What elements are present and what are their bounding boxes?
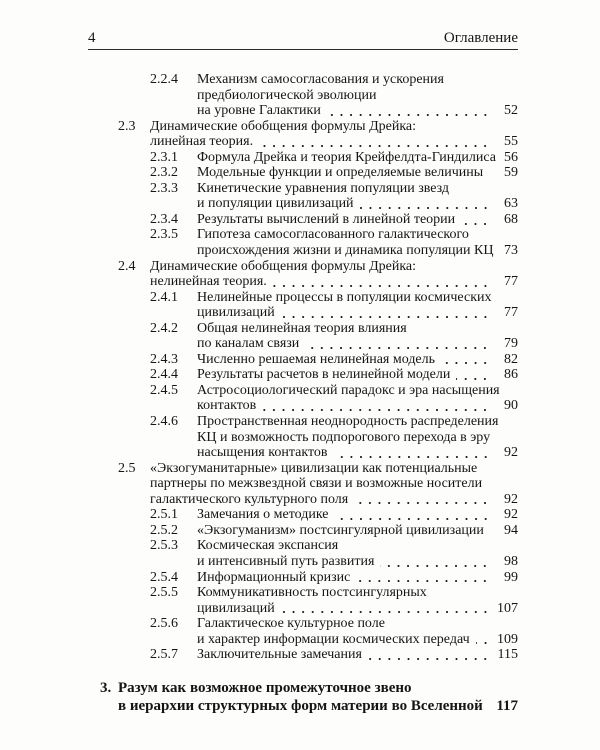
entry-title-line: КЦ и возможность подпорогового перехода в эру [197,429,491,445]
entry-title-line: и популяции цивилизаций [197,196,354,212]
entry-title-line: галактического культурного поля [150,491,349,507]
entry-number: 2.4.6 [150,414,178,430]
page-number: 98 [504,553,518,569]
toc-section-2-5 [88,461,518,508]
entry-title-line: Численно решаемая нелинейная модель [197,351,436,367]
entry-number: 2.5.6 [150,616,178,632]
entry-title-line: Кинетические уравнения популяции звезд [197,180,450,196]
dot-leader [461,212,490,228]
dot-leader [305,336,490,352]
entry-number: 2.5.7 [150,647,178,663]
header-title: Оглавление [443,30,518,46]
dot-leader [476,632,490,648]
entry-title-line: партнеры по межзвездной связи и возможные носители [150,476,483,492]
toc-subsection-2-5-3 [88,538,518,569]
entry-number: 2.3.5 [150,227,178,243]
entry-number: 2.5.5 [150,585,178,601]
toc-section-2-3 [88,119,518,150]
entry-title-line: контактов [197,398,257,414]
dot-leader [259,134,490,150]
entry-title-line: Галактическое культурное поле [197,616,385,632]
toc-chapter-3 [88,679,518,715]
toc-subsection-2-3-4 [88,212,518,228]
toc-subsection-2-5-6 [88,616,518,647]
page-number: 77 [504,305,518,321]
toc-subsection-2-2-4 [88,72,518,119]
entry-title-line: Космическая экспансия [197,538,339,554]
entry-title-line: и характер информации космических передач [197,631,470,647]
entry-number: 2.3.2 [150,165,178,181]
entry-title-line: Нелинейные процессы в популяции космических [197,289,492,305]
entry-title-line: Модельные функции и определяемые величины [197,165,484,181]
entry-number: 2.5.1 [150,507,178,523]
chapter-title-line: Разум как возможное промежуточное звено [118,680,412,696]
toc-subsection-2-4-5 [88,383,518,414]
entry-title-line: насыщения контактов [197,445,328,461]
page-number: 68 [504,211,518,227]
dot-leader [335,507,490,523]
dot-leader [327,103,490,119]
page-number: 109 [497,631,518,647]
entry-title-line: предбиологической эволюции [197,87,377,103]
entry-number: 2.4.1 [150,289,178,305]
entry-title-line: Коммуникативность постсингулярных [197,585,427,601]
page-number: 107 [497,600,518,616]
toc-subsection-2-3-5 [88,227,518,258]
entry-title-line: Информационный кризис [197,569,351,585]
toc-subsection-2-4-3 [88,352,518,368]
chapter-title-line: в иерархии структурных форм материи во Вселенной [118,698,483,714]
page-number: 90 [504,398,518,414]
entry-number: 2.3 [118,118,136,134]
entry-number: 2.2.4 [150,72,178,87]
entry-number: 2.3.4 [150,211,178,227]
dot-leader [281,601,490,617]
entry-title-line: цивилизаций [197,600,275,616]
page-number: 59 [504,165,518,181]
toc-subsection-2-5-2 [88,523,518,539]
page-number: 115 [497,647,518,663]
dot-leader [380,554,490,570]
dot-leader [354,492,490,508]
entry-title-line: нелинейная теория. [150,274,267,290]
toc-subsection-2-4-6 [88,414,518,461]
dot-leader [360,196,490,212]
entry-title-line: Замечания о методике [197,507,329,523]
entry-number: 2.5 [118,460,136,476]
page-number: 99 [504,569,518,585]
entry-title-line: Результаты расчетов в нелинейной модели [197,367,451,383]
toc-subsection-2-3-2 [88,165,518,181]
entry-title-line: и интенсивный путь развития [197,553,375,569]
toc-section-2-4 [88,259,518,290]
dot-leader [441,352,490,368]
chapter-number: 3. [100,680,112,696]
entry-number: 2.5.2 [150,522,178,538]
toc-subsection-2-4-4 [88,367,518,383]
page-number: 92 [504,507,518,523]
entry-title-line: Пространственная неоднородность распределения [197,414,499,430]
entry-number: 2.4.5 [150,382,178,398]
page-number: 92 [504,491,518,507]
toc-subsection-2-4-2 [88,321,518,352]
entry-title-line: линейная теория. [150,134,254,150]
entry-title-line: Общая нелинейная теория влияния [197,320,407,336]
dot-leader [262,398,490,414]
entry-title-line: Астросоциологический парадокс и эра насыщения [197,382,500,398]
entry-title-line: цивилизаций [197,305,275,321]
toc-subsection-2-5-5 [88,585,518,616]
entry-title-line: Динамические обобщения формулы Дрейка: [150,258,417,274]
toc-subsection-2-5-1 [88,507,518,523]
dot-leader [489,165,490,181]
page-number: 86 [504,367,518,383]
dot-leader [281,305,490,321]
page-number: 55 [504,134,518,150]
entry-number: 2.4.2 [150,320,178,336]
header-page-number: 4 [88,30,96,46]
entry-number: 2.4 [118,258,136,274]
toc-subsection-2-5-7 [88,647,518,663]
toc-subsection-2-3-1 [88,150,518,166]
chapter-page-number: 117 [496,698,518,714]
dot-leader [334,445,491,461]
entry-number: 2.5.4 [150,569,178,585]
dot-leader [356,570,490,586]
toc-subsection-2-3-3 [88,181,518,212]
entry-title-line: Заключительные замечания [197,647,362,663]
toc-subsection-2-5-4 [88,570,518,586]
page-number: 94 [504,522,518,538]
page-number: 56 [504,149,518,165]
entry-title-line: Динамические обобщения формулы Дрейка: [150,118,417,134]
page-number: 82 [504,351,518,367]
entry-title-line: Формула Дрейка и теория Крейфелдта-Гиндилиса [197,149,496,165]
dot-leader [273,274,490,290]
entry-title-line: по каналам связи [197,336,300,352]
entry-number: 2.3.1 [150,149,178,165]
entry-title-line: на уровне Галактики [197,103,321,119]
toc-subsection-2-4-1 [88,290,518,321]
entry-title-line: Гипотеза самосогласованного галактического [197,227,469,243]
header-rule [88,49,518,50]
entry-number: 2.3.3 [150,180,178,196]
entry-title-line: Результаты вычислений в линейной теории [197,211,456,227]
page-number: 77 [504,274,518,290]
dot-leader [456,367,490,383]
entry-title-line: «Экзогуманитарные» цивилизации как потенциальные [150,460,478,476]
page-number: 63 [504,196,518,212]
entry-title-line: «Экзогуманизм» постсингулярной цивилизации [197,522,484,538]
entry-number: 2.4.3 [150,351,178,367]
entry-title-line: происхождения жизни и динамика популяции КЦ [197,243,494,259]
entry-number: 2.5.3 [150,538,178,554]
entry-title-line: Механизм самосогласования и ускорения [197,72,444,87]
dot-leader [368,647,490,663]
page-number: 52 [504,103,518,119]
page-number: 92 [504,445,518,461]
table-of-contents [88,72,518,663]
page-number: 73 [504,243,518,259]
running-header [88,29,518,47]
entry-number: 2.4.4 [150,367,178,383]
page-number: 79 [504,336,518,352]
